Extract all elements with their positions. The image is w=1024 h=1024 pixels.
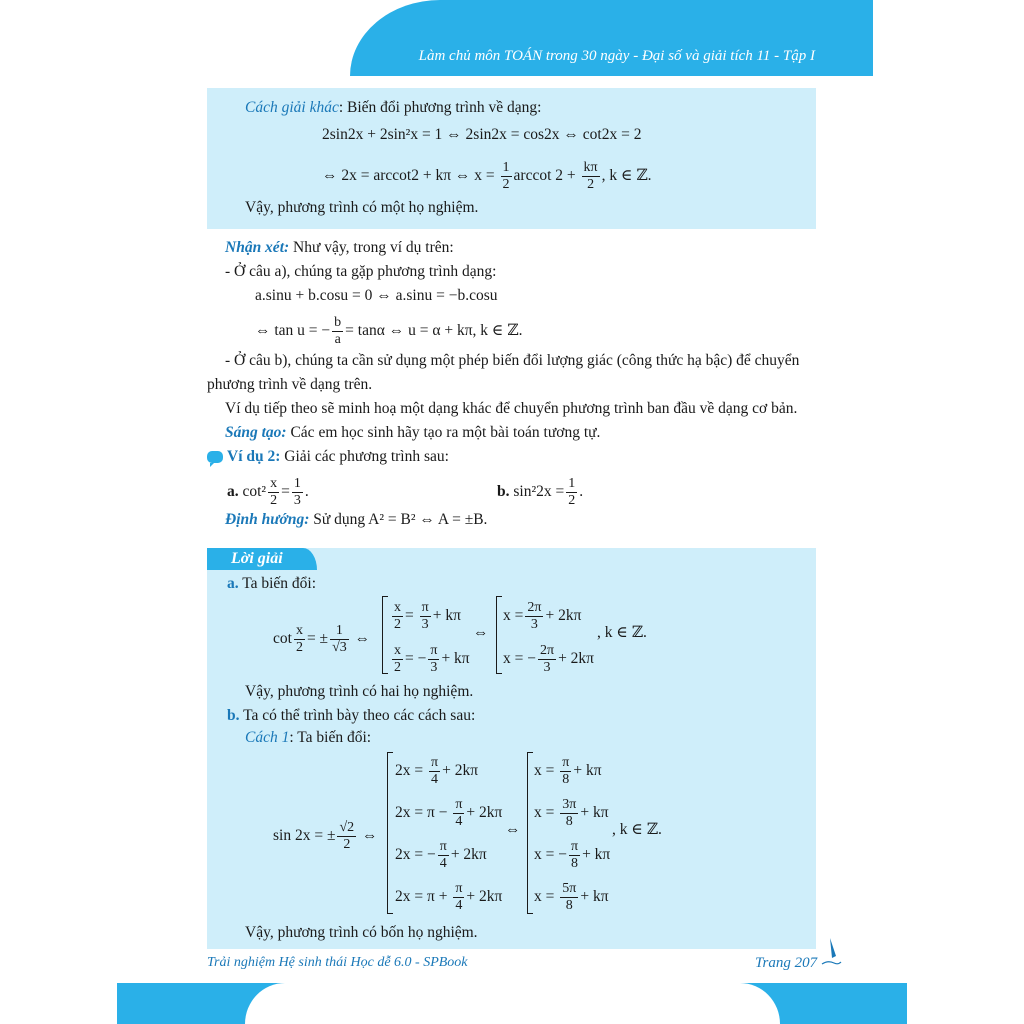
fraction: $\frac{\pi}{4}$: [455, 881, 463, 913]
iff-symbol: ⇔: [505, 821, 521, 838]
remark-b-line1: - Ở câu b), chúng ta cần sử dụng một phép biến đổi lượng giác (công thức hạ bậc) để chuyển: [225, 352, 800, 369]
b-result-1: x = $\frac{\pi}{8}$ + kπ: [534, 755, 602, 787]
b-case-2: 2x = π − $\frac{\pi}{4}$ + 2kπ: [395, 797, 503, 829]
case-bracket: [387, 752, 388, 914]
method1-heading: Cách 1: Ta biến đổi:: [245, 729, 372, 746]
fraction: $\frac{5\pi}{8}$: [562, 881, 577, 913]
fraction: $\frac{2\pi}{3}$: [539, 643, 555, 675]
fraction: $\frac{x}{2}$: [394, 600, 401, 632]
footer-left: Trải nghiệm Hệ sinh thái Học dễ 6.0 - SPBook: [207, 955, 468, 970]
b-case-4: 2x = π + $\frac{\pi}{4}$ + 2kπ: [395, 881, 503, 913]
fraction: $\frac{\pi}{8}$: [570, 839, 579, 871]
alt-eq2: ⇔ 2x = arccot2 + kπ ⇔ x = $\frac{1}{2}$ arccot 2 + $\frac{k\pi}{2}$ , k ∈ ℤ.: [322, 160, 652, 192]
fraction: $\frac{k\pi}{2}$: [583, 160, 598, 192]
fraction: $\frac{2\pi}{3}$: [527, 600, 542, 632]
page-number: Trang 207: [755, 955, 818, 971]
case-bracket: [382, 596, 383, 674]
a-case-2: $\frac{x}{2}$ = − $\frac{\pi}{3}$ + kπ: [394, 643, 470, 675]
header-title: Làm chủ môn TOÁN trong 30 ngày - Đại số và giải tích 11 - Tập I: [418, 48, 815, 64]
remark-a-eq1: a.sinu + b.cosu = 0 ⇔ a.sinu = −b.cosu: [255, 287, 498, 304]
fraction: $\frac{1}{2}$: [568, 476, 576, 508]
b-case-3: 2x = − $\frac{\pi}{4}$ + 2kπ: [395, 839, 487, 871]
b-result-2: x = $\frac{3\pi}{8}$ + kπ: [534, 797, 609, 829]
remark-b-line2: phương trình về dạng trên.: [207, 376, 373, 393]
case-bracket: [527, 752, 528, 914]
case-bracket: [496, 596, 497, 674]
remark-a-eq2: ⇔ tan u = − $\frac{b}{a}$ = tanα ⇔ u = α + kπ, k ∈ ℤ.: [255, 315, 523, 347]
iff-symbol: ⇔: [473, 624, 489, 641]
a-case-1: $\frac{x}{2}$ = $\frac{\pi}{3}$ + kπ: [394, 600, 461, 632]
fraction: $\frac{1}{√3}$: [332, 623, 347, 655]
alt-solution-intro: Cách giải khác: Biến đổi phương trình về dạng:: [245, 99, 542, 116]
fraction: $\frac{\pi}{3}$: [421, 600, 429, 632]
footer-band-cutout: [245, 983, 780, 1024]
fraction: $\frac{x}{2}$: [394, 643, 401, 675]
b-case-1: 2x = $\frac{\pi}{4}$ + 2kπ: [395, 755, 479, 787]
a-tail: , k ∈ ℤ.: [597, 624, 647, 641]
b-result-4: x = $\frac{5\pi}{8}$ + kπ: [534, 881, 609, 913]
a-result-1: x = $\frac{2\pi}{3}$ + 2kπ: [503, 600, 582, 632]
pen-icon: [820, 936, 842, 968]
fraction: $\frac{x}{2}$: [295, 623, 303, 655]
solution-title: Lời giải: [207, 548, 317, 570]
solution-b-conclusion: Vậy, phương trình có bốn họ nghiệm.: [245, 924, 478, 941]
alt-conclusion: Vậy, phương trình có một họ nghiệm.: [245, 199, 479, 216]
solution-a-conclusion: Vậy, phương trình có hai họ nghiệm.: [245, 683, 474, 700]
fraction: $\frac{3\pi}{8}$: [562, 797, 577, 829]
b-result-3: x = − $\frac{\pi}{8}$ + kπ: [534, 839, 611, 871]
example-icon: [207, 451, 223, 463]
fraction: $\frac{x}{2}$: [270, 476, 278, 508]
header-tab: [350, 0, 873, 76]
fraction: $\frac{1}{3}$: [293, 476, 301, 508]
fraction: $\frac{\pi}{4}$: [455, 797, 463, 829]
fraction: $\frac{\pi}{4}$: [439, 839, 447, 871]
fraction: $\frac{√2}{2}$: [339, 820, 355, 852]
b-tail: , k ∈ ℤ.: [612, 821, 662, 838]
remark-heading: Nhận xét: Như vậy, trong ví dụ trên:: [225, 239, 454, 256]
solution-a-heading: a. Ta biến đổi:: [227, 575, 317, 592]
example2-heading: Ví dụ 2: Giải các phương trình sau:: [227, 448, 449, 465]
solution-a-lhs: cot $\frac{x}{2}$ = ± $\frac{1}{√3}$ ⇔: [273, 623, 371, 655]
remark-a-intro: - Ở câu a), chúng ta gặp phương trình dạng:: [225, 263, 497, 280]
fraction: $\frac{\pi}{3}$: [430, 643, 438, 675]
example2-b: b. sin²2x = $\frac{1}{2}$ .: [497, 476, 584, 508]
solution-b-heading: b. Ta có thể trình bày theo các cách sau:: [227, 707, 476, 724]
alt-eq1: 2sin2x + 2sin²x = 1 ⇔ 2sin2x = cos2x ⇔ cot2x = 2: [322, 126, 642, 143]
creative-note: Sáng tạo: Các em học sinh hãy tạo ra một bài toán tương tự.: [225, 424, 601, 441]
fraction: $\frac{1}{2}$: [502, 160, 510, 192]
fraction: $\frac{\pi}{8}$: [562, 755, 570, 787]
fraction: $\frac{b}{a}$: [334, 315, 342, 347]
hint: Định hướng: Sử dụng A² = B² ⇔ A = ±B.: [225, 511, 488, 528]
a-result-2: x = − $\frac{2\pi}{3}$ + 2kπ: [503, 643, 595, 675]
example2-a: a. cot² $\frac{x}{2}$ = $\frac{1}{3}$ .: [227, 476, 309, 508]
remark-next: Ví dụ tiếp theo sẽ minh hoạ một dạng khác để chuyển phương trình ban đầu về dạng cơ bản.: [225, 400, 798, 417]
solution-b-lhs: sin 2x = ± $\frac{√2}{2}$ ⇔: [273, 820, 378, 852]
fraction: $\frac{\pi}{4}$: [431, 755, 439, 787]
